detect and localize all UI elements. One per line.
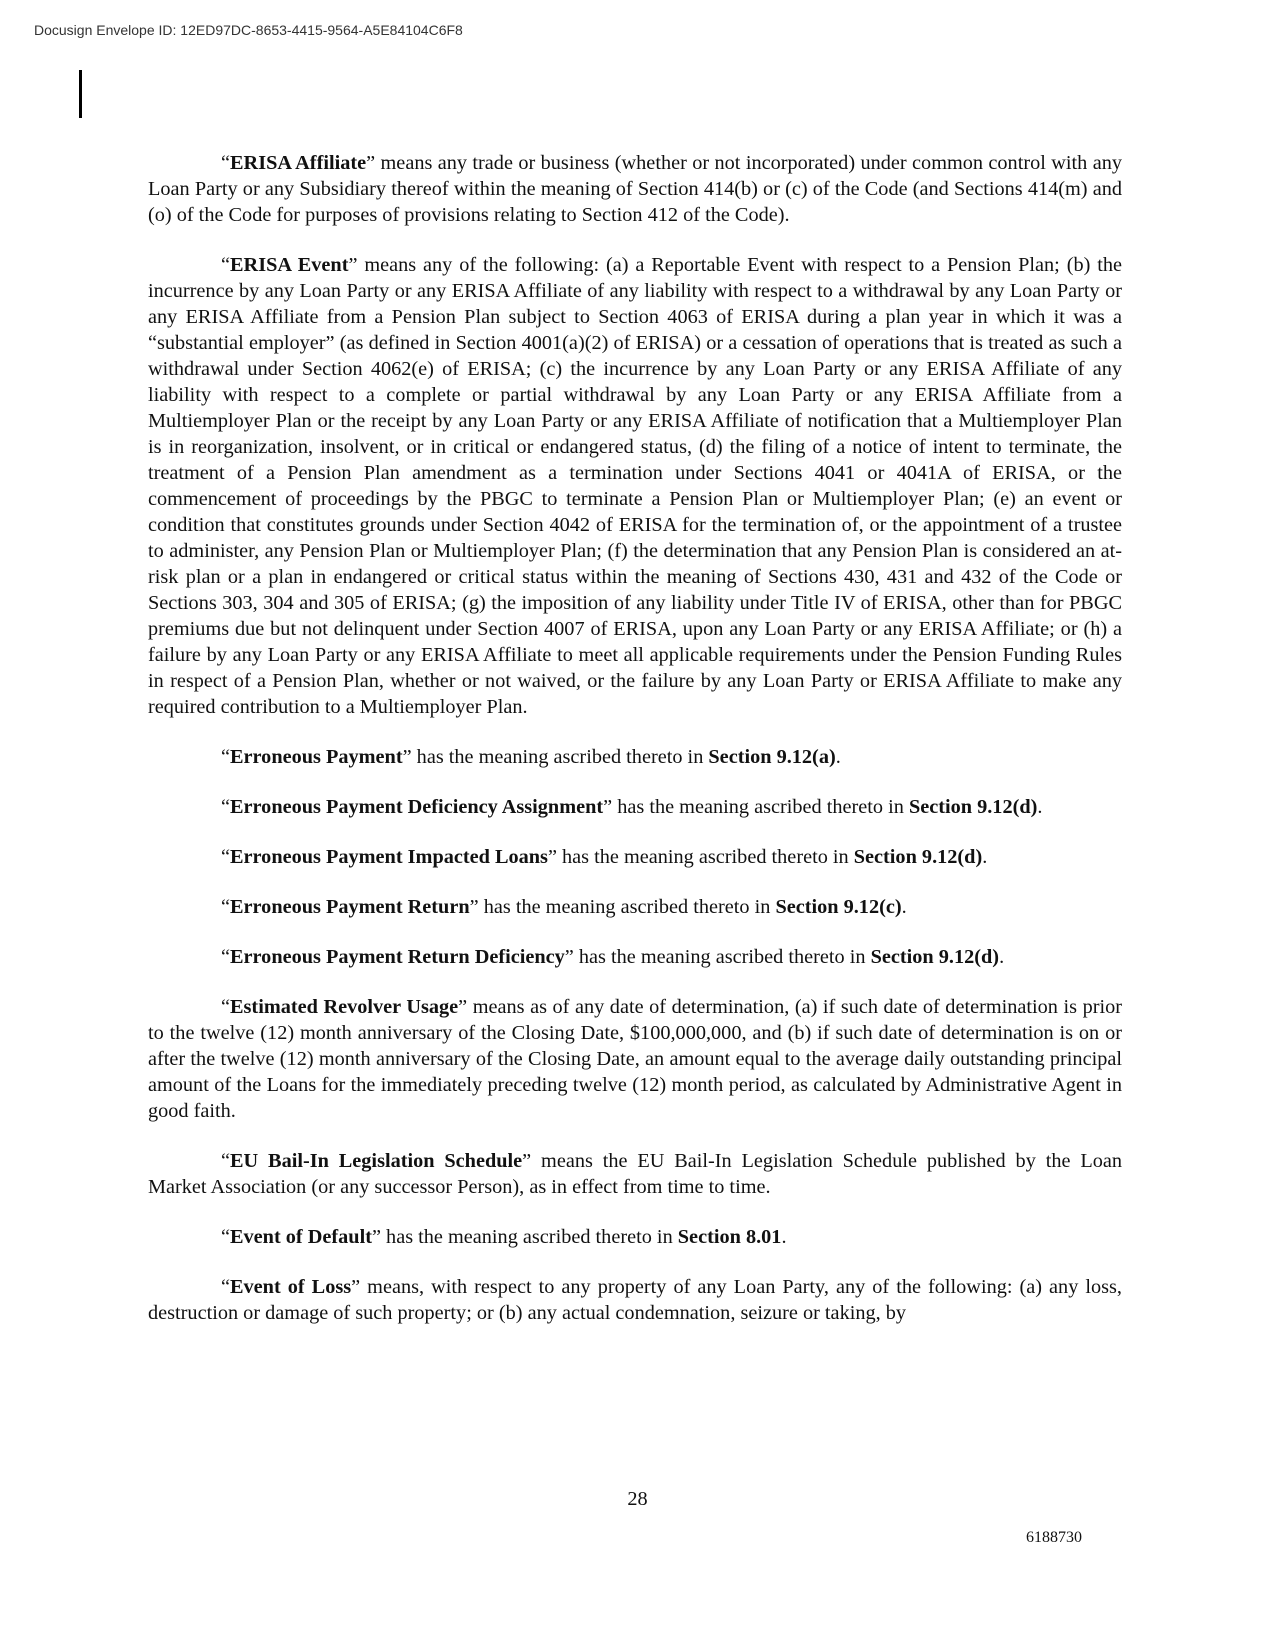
- definition-erroneous-payment-return: “Erroneous Payment Return” has the meaning ascribed thereto in Section 9.12(c).: [221, 896, 907, 918]
- document-number: 6188730: [1026, 1529, 1082, 1546]
- definition-event-of-default: “Event of Default” has the meaning ascribed thereto in Section 8.01.: [221, 1226, 787, 1248]
- definition-end: .: [1037, 796, 1043, 818]
- definition-text: means the EU Bail-In Legislation Schedule published by the Loan Market Association (or any successor Person), as in effect from time to time.: [148, 1150, 1122, 1198]
- definition-text: has the meaning ascribed thereto in: [411, 746, 709, 768]
- defined-term: Event of Loss: [230, 1276, 352, 1298]
- definition-end: .: [781, 1226, 787, 1248]
- revision-bar: [79, 70, 82, 118]
- section-reference: Section 9.12(c): [775, 896, 902, 918]
- defined-term: ERISA Affiliate: [230, 152, 367, 174]
- definition-erisa-event: “ERISA Event” means any of the following: (a) a Reportable Event with respect to a Pension Plan; (b) the incurrence by any Loan Party or any ERISA Affiliate of any liability with respect to a withdrawal by any Loan Party or any ERISA Affiliate from a Pension Plan subject to Section 4063 of ERISA during a plan year in which it was a “substantial employer” (as defined in Section 4001(a)(2) of ERISA) or a cessation of operations that is treated as such a withdrawal under Section 4062(e) of ERISA; (c) the incurrence by any Loan Party or any ERISA Affiliate of any liability with respect to a complete or partial withdrawal by any Loan Party or any ERISA Affiliate from a Multiemployer Plan or the receipt by any Loan Party or any ERISA Affiliate of notification that a Multiemployer Plan is in reorganization, insolvent, or in critical or endangered status, (d) the filing of a notice of intent to terminate, the treatment of a Pension Plan amendment as a termination under Sections 4041 or 4041A of ERISA, or the commencement of proceedings by the PBGC to terminate a Pension Plan or Multiemployer Plan; (e) an event or condition that constitutes grounds under Section 4042 of ERISA for the termination of, or the appointment of a trustee to administer, any Pension Plan or Multiemployer Plan; (f) the determination that any Pension Plan is considered an at-risk plan or a plan in endangered or critical status within the meaning of Sections 430, 431 and 432 of the Code or Sections 303, 304 and 305 of ERISA; (g) the imposition of any liability under Title IV of ERISA, other than for PBGC premiums due but not delinquent under Section 4007 of ERISA, upon any Loan Party or any ERISA Affiliate; or (h) a failure by any Loan Party or any ERISA Affiliate to meet all applicable requirements under the Pension Funding Rules in respect of a Pension Plan, whether or not waived, or the failure by any Loan Party or ERISA Affiliate to make any required contribution to a Multiemployer Plan.: [148, 254, 1122, 718]
- definition-erroneous-payment-deficiency-assignment: “Erroneous Payment Deficiency Assignment” has the meaning ascribed thereto in Section 9.12(d).: [221, 796, 1043, 818]
- defined-term: Erroneous Payment Impacted Loans: [230, 846, 548, 868]
- document-body: [148, 150, 1122, 1326]
- section-reference: Section 9.12(d): [908, 796, 1038, 818]
- section-reference: Section 9.12(d): [853, 846, 983, 868]
- section-reference: Section 8.01: [677, 1226, 782, 1248]
- defined-term: Erroneous Payment Return Deficiency: [230, 946, 565, 968]
- definition-end: .: [999, 946, 1005, 968]
- definition-erroneous-payment-return-deficiency: “Erroneous Payment Return Deficiency” has the meaning ascribed thereto in Section 9.12(d).: [221, 946, 1005, 968]
- defined-term: Event of Default: [230, 1226, 372, 1248]
- definition-text: has the meaning ascribed thereto in: [573, 946, 871, 968]
- envelope-id: Docusign Envelope ID: 12ED97DC-8653-4415-9564-A5E84104C6F8: [34, 22, 463, 38]
- defined-term: Erroneous Payment Return: [230, 896, 470, 918]
- definition-eu-bail-in-legislation-schedule: “EU Bail-In Legislation Schedule” means the EU Bail-In Legislation Schedule published by the Loan Market Association (or any successor Person), as in effect from time to time.: [148, 1150, 1122, 1198]
- defined-term: Erroneous Payment: [230, 746, 403, 768]
- defined-term: ERISA Event: [230, 254, 349, 276]
- definition-erroneous-payment: “Erroneous Payment” has the meaning ascribed thereto in Section 9.12(a).: [221, 746, 841, 768]
- definition-end: .: [901, 896, 907, 918]
- definition-text: means any trade or business (whether or not incorporated) under common control with any Loan Party or any Subsidiary thereof within the meaning of Section 414(b) or (c) of the Code (and Sections 414(m) and (o) of the Code for purposes of provisions relating to Section 412 of the Code).: [148, 152, 1122, 226]
- definition-estimated-revolver-usage: “Estimated Revolver Usage” means as of any date of determination, (a) if such date of determination is prior to the twelve (12) month anniversary of the Closing Date, $100,000,000, and (b) if such date of determination is on or after the twelve (12) month anniversary of the Closing Date, an amount equal to the average daily outstanding principal amount of the Loans for the immediately preceding twelve (12) month period, as calculated by Administrative Agent in good faith.: [148, 996, 1122, 1122]
- definition-text: means any of the following: (a) a Reportable Event with respect to a Pension Plan; (b) the incurrence by any Loan Party or any ERISA Affiliate of any liability with respect to a withdrawal by any Loan Party or any ERISA Affiliate from a Pension Plan subject to Section 4063 of ERISA during a plan year in which it was a “substantial employer” (as defined in Section 4001(a)(2) of ERISA) or a cessation of operations that is treated as such a withdrawal under Section 4062(e) of ERISA; (c) the incurrence by any Loan Party or any ERISA Affiliate of any liability with respect to a complete or partial withdrawal by any Loan Party or any ERISA Affiliate from a Multiemployer Plan or the receipt by any Loan Party or any ERISA Affiliate of notification that a Multiemployer Plan is in reorganization, insolvent, or in critical or endangered status, (d) the filing of a notice of intent to terminate, the treatment of a Pension Plan amendment as a termination under Sections 4041 or 4041A of ERISA, or the commencement of proceedings by the PBGC to terminate a Pension Plan or Multiemployer Plan; (e) an event or condition that constitutes grounds under Section 4042 of ERISA for the termination of, or the appointment of a trustee to administer, any Pension Plan or Multiemployer Plan; (f) the determination that any Pension Plan is considered an at-risk plan or a plan in endangered or critical status within the meaning of Sections 430, 431 and 432 of the Code or Sections 303, 304 and 305 of ERISA; (g) the imposition of any liability under Title IV of ERISA, other than for PBGC premiums due but not delinquent under Section 4007 of ERISA, upon any Loan Party or any ERISA Affiliate; or (h) a failure by any Loan Party or any ERISA Affiliate to meet all applicable requirements under the Pension Funding Rules in respect of a Pension Plan, whether or not waived, or the failure by any Loan Party or ERISA Affiliate to make any required contribution to a Multiemployer Plan.: [148, 254, 1122, 718]
- definition-erroneous-payment-impacted-loans: “Erroneous Payment Impacted Loans” has the meaning ascribed thereto in Section 9.12(d).: [221, 846, 988, 868]
- defined-term: EU Bail-In Legislation Schedule: [230, 1150, 523, 1172]
- section-reference: Section 9.12(a): [708, 746, 836, 768]
- definition-erisa-affiliate: “ERISA Affiliate” means any trade or business (whether or not incorporated) under common control with any Loan Party or any Subsidiary thereof within the meaning of Section 414(b) or (c) of the Code (and Sections 414(m) and (o) of the Code for purposes of provisions relating to Section 412 of the Code).: [148, 152, 1122, 226]
- definition-end: .: [982, 846, 988, 868]
- section-reference: Section 9.12(d): [870, 946, 1000, 968]
- definition-text: means as of any date of determination, (a) if such date of determination is prior to the twelve (12) month anniversary of the Closing Date, $100,000,000, and (b) if such date of determination is on or after the twelve (12) month anniversary of the Closing Date, an amount equal to the average daily outstanding principal amount of the Loans for the immediately preceding twelve (12) month period, as calculated by Administrative Agent in good faith.: [148, 996, 1122, 1122]
- definition-text: has the meaning ascribed thereto in: [380, 1226, 678, 1248]
- defined-term: Erroneous Payment Deficiency Assignment: [230, 796, 604, 818]
- definition-text: means, with respect to any property of any Loan Party, any of the following: (a) any loss, destruction or damage of such property; or (b) any actual condemnation, seizure or taking, by: [148, 1276, 1122, 1324]
- defined-term: Estimated Revolver Usage: [230, 996, 459, 1018]
- definition-text: has the meaning ascribed thereto in: [612, 796, 909, 818]
- definition-text: has the meaning ascribed thereto in: [556, 846, 854, 868]
- definition-text: has the meaning ascribed thereto in: [478, 896, 776, 918]
- page-number: 28: [627, 1488, 648, 1510]
- definition-event-of-loss: “Event of Loss” means, with respect to any property of any Loan Party, any of the following: (a) any loss, destruction or damage of such property; or (b) any actual condemnation, seizure or taking, by: [148, 1276, 1122, 1324]
- definition-end: .: [835, 746, 841, 768]
